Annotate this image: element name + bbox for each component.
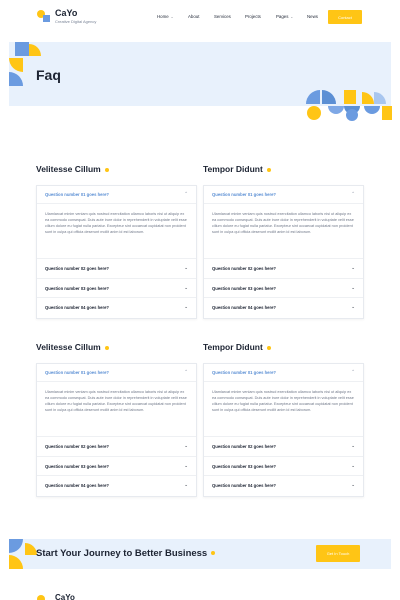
faq-question[interactable]: Question number 04 goes here? ⌄ (45, 304, 188, 310)
nav-item-news[interactable]: News (307, 14, 318, 19)
faq-answer: Ulamlarcat minim veniam quis nostrud exercitation ullamco laboris nisi ut aliquip ex ea commodo consequat. Duis aute irure dolor in reprehenderit in voluptate velit esse cillum dolore eu fugiat nulla pariatur. Excepteur sint occaecat cupidatat non proident sunt in culpa qui officia deserunt mollit anim id est laborum. (37, 204, 196, 259)
chevron-down-icon: ⌄ (184, 443, 188, 448)
faq-accordion (36, 185, 197, 319)
brand-name[interactable]: CaYo (55, 8, 78, 18)
faq-question[interactable]: Question number 03 goes here? ⌄ (204, 457, 363, 477)
dot-icon (105, 168, 109, 172)
faq-question[interactable]: Question number 04 goes here? ⌄ (45, 482, 188, 488)
nav-item-projects[interactable]: Projects (245, 14, 261, 19)
faq-question-open[interactable]: Question number 01 goes here? ⌃ (37, 364, 196, 382)
faq-question[interactable]: Question number 04 goes here? ⌄ (212, 482, 355, 488)
chevron-down-icon: ⌄ (351, 304, 355, 309)
faq-question-open[interactable]: Question number 01 goes here? ⌃ (204, 364, 363, 382)
chevron-down-icon: ⌄ (290, 15, 293, 19)
faq-question[interactable]: Question number 02 goes here? ⌄ (204, 259, 363, 279)
chevron-down-icon: ⌄ (351, 443, 355, 448)
cta-title: Start Your Journey to Better Business (36, 548, 215, 559)
dot-icon (267, 346, 271, 350)
nav-item-services[interactable]: Services (214, 14, 231, 19)
chevron-up-icon: ⌃ (351, 191, 355, 196)
chevron-down-icon: ⌄ (351, 284, 355, 290)
faq-question[interactable]: Question number 03 goes here? ⌄ (37, 279, 196, 299)
chevron-down-icon: ⌄ (184, 265, 188, 270)
page-title: Faq (36, 67, 61, 83)
faq-answer: Ulamlarcat minim veniam quis nostrud exercitation ullamco laboris nisi ut aliquip ex ea commodo consequat. Duis aute irure dolor in reprehenderit in voluptate velit esse cillum dolore eu fugiat nulla pariatur. Excepteur sint occaecat cupidatat non proident sunt in culpa qui officia deserunt mollit anim id est laborum. (204, 204, 363, 259)
faq-question[interactable]: Question number 03 goes here? ⌄ (37, 457, 196, 477)
footer-brand-name[interactable]: CaYo (55, 593, 75, 600)
faq-section-title: Velitesse Cillum (36, 342, 109, 352)
dot-icon (211, 551, 215, 555)
cta-decoration (9, 539, 39, 569)
chevron-up-icon: ⌃ (184, 369, 188, 374)
faq-section-title: Velitesse Cillum (36, 164, 109, 174)
contact-button[interactable]: Contact (328, 10, 362, 24)
chevron-down-icon: ⌄ (184, 284, 188, 290)
brand-tagline: Creative Digital Agency (55, 19, 97, 24)
chevron-up-icon: ⌃ (351, 369, 355, 374)
logo-icon[interactable] (37, 9, 50, 22)
chevron-down-icon: ⌄ (184, 304, 188, 309)
faq-accordion (203, 185, 364, 319)
site-header (0, 0, 400, 34)
faq-question[interactable]: Question number 02 goes here? ⌄ (204, 437, 363, 457)
faq-question[interactable]: Question number 04 goes here? ⌄ (212, 304, 355, 310)
chevron-down-icon: ⌄ (184, 462, 188, 468)
faq-answer: Ulamlarcat minim veniam quis nostrud exercitation ullamco laboris nisi ut aliquip ex ea commodo consequat. Duis aute irure dolor in reprehenderit in voluptate velit esse cillum dolore eu fugiat nulla pariatur. Excepteur sint occaecat cupidatat non proident sunt in culpa qui officia deserunt mollit anim id est laborum. (204, 382, 363, 437)
chevron-down-icon: ⌄ (184, 482, 188, 487)
chevron-down-icon: ⌄ (170, 15, 174, 19)
dot-icon (267, 168, 271, 172)
chevron-down-icon: ⌄ (351, 482, 355, 487)
faq-question[interactable]: Question number 02 goes here? ⌄ (37, 259, 196, 279)
chevron-down-icon: ⌄ (351, 462, 355, 468)
dot-icon (105, 346, 109, 350)
chevron-down-icon: ⌄ (351, 265, 355, 270)
nav-item-pages[interactable]: Pages ⌄ (276, 14, 293, 19)
faq-accordion (203, 363, 364, 497)
get-in-touch-button[interactable]: Get In Touch (316, 545, 360, 562)
nav-item-about[interactable]: About (188, 14, 200, 19)
footer-logo-icon (37, 594, 50, 600)
faq-section-title: Tempor Didunt (203, 342, 271, 352)
nav-item-home[interactable]: Home ⌄ (157, 14, 174, 19)
faq-answer: Ulamlarcat minim veniam quis nostrud exercitation ullamco laboris nisi ut aliquip ex ea commodo consequat. Duis aute irure dolor in reprehenderit in voluptate velit esse cillum dolore eu fugiat nulla pariatur. Excepteur sint occaecat cupidatat non proident sunt in culpa qui officia deserunt mollit anim id est laborum. (37, 382, 196, 437)
faq-question-open[interactable]: Question number 01 goes here? ⌃ (37, 186, 196, 204)
faq-question[interactable]: Question number 02 goes here? ⌄ (37, 437, 196, 457)
chevron-up-icon: ⌃ (184, 191, 188, 196)
hero-decoration-right (306, 90, 392, 122)
faq-question-open[interactable]: Question number 01 goes here? ⌃ (204, 186, 363, 204)
faq-accordion (36, 363, 197, 497)
faq-question[interactable]: Question number 03 goes here? ⌄ (204, 279, 363, 299)
faq-section-title: Tempor Didunt (203, 164, 271, 174)
